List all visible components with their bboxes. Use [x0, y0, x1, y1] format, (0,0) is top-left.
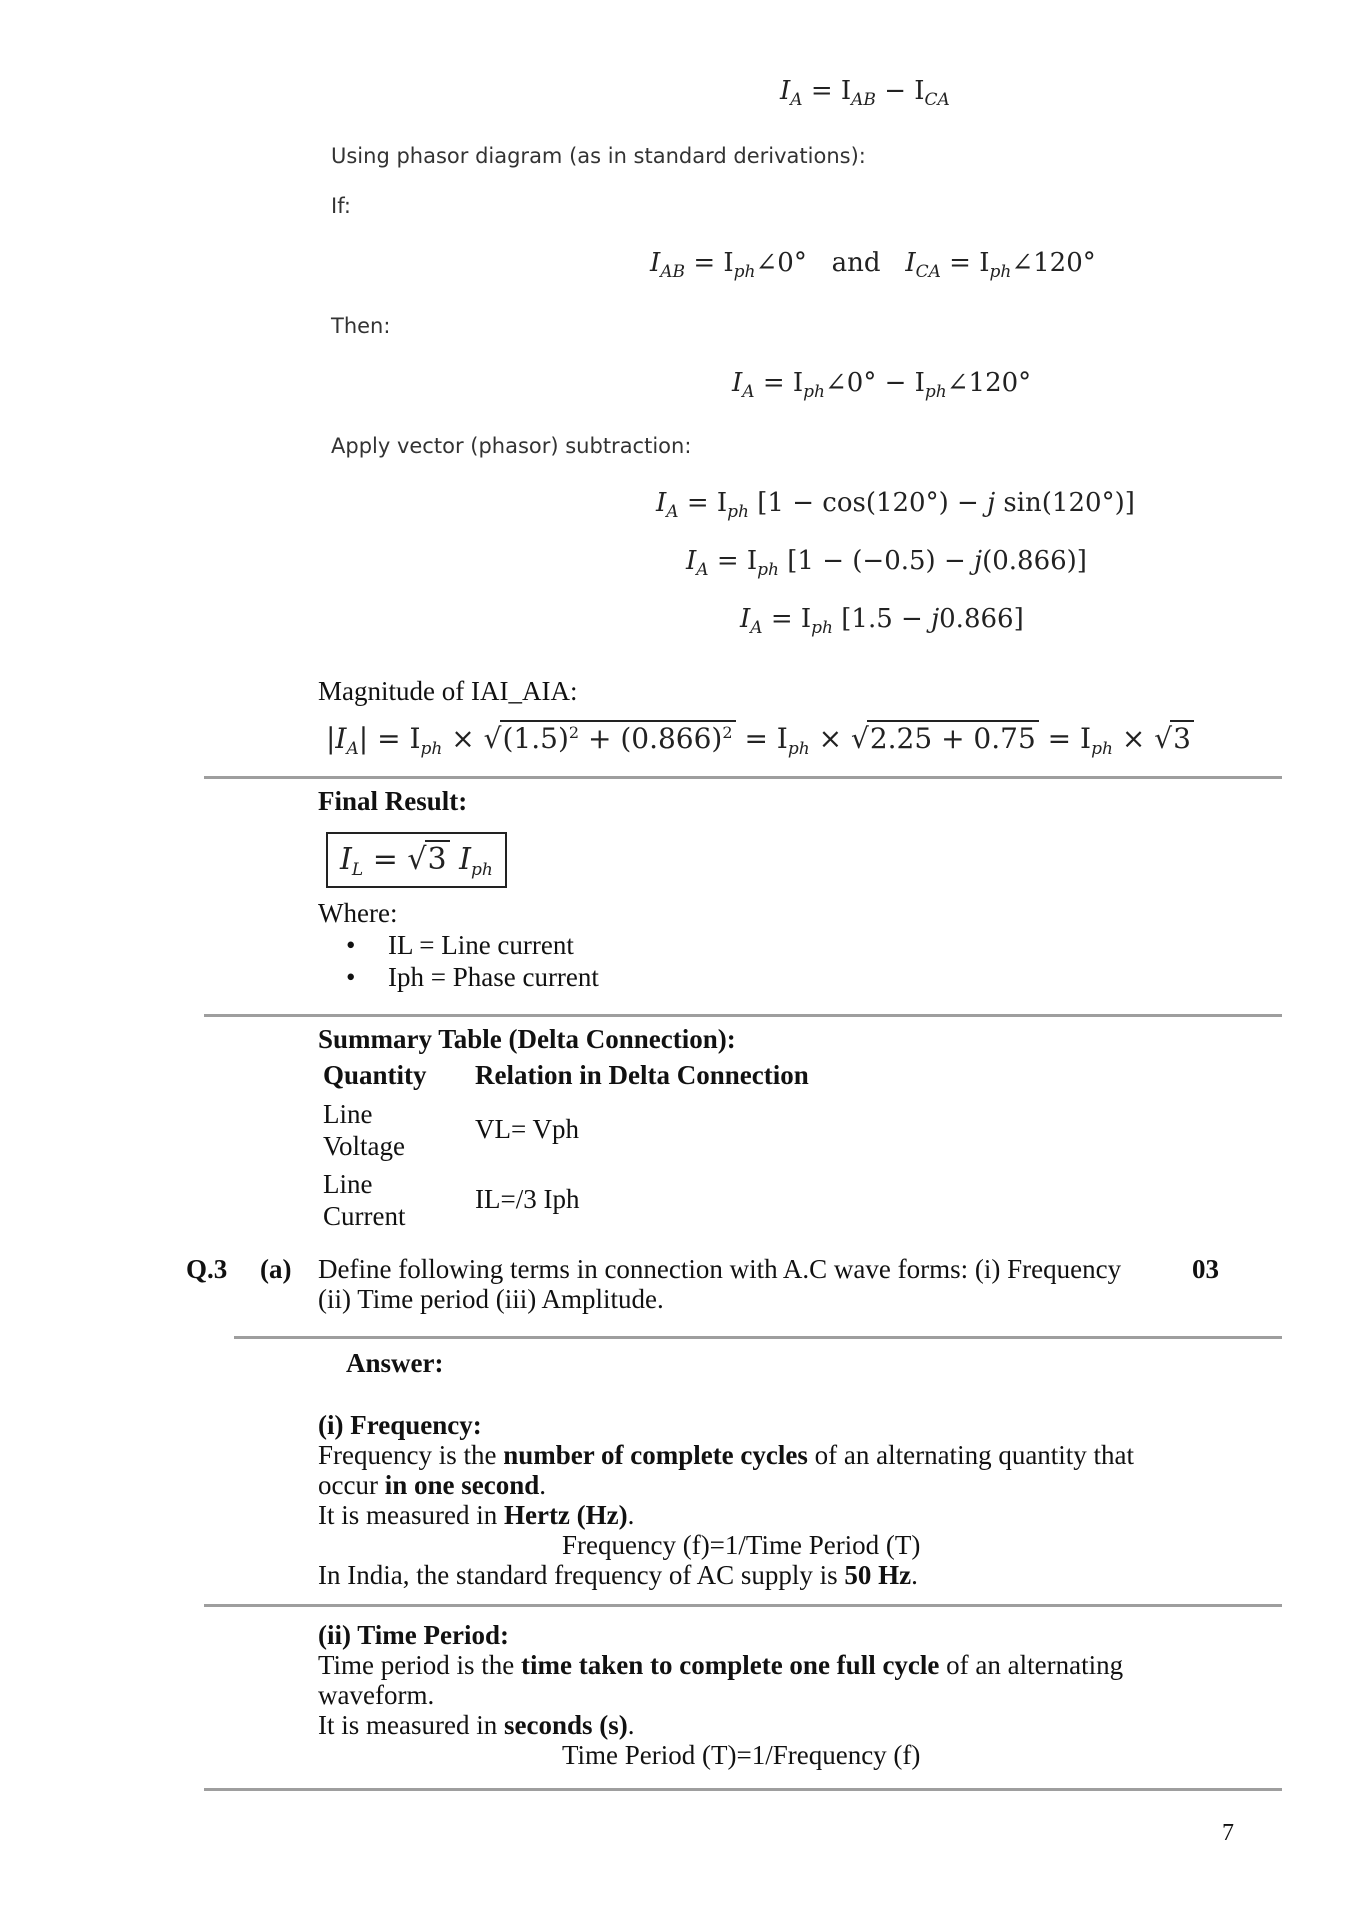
- equation-subtraction-1: $I_A = I_{ph}$ [1 − cos(120°) − j sin(120°)]: [656, 488, 1135, 522]
- definitions-list: [346, 930, 746, 994]
- frequency-formula: Frequency (f)=1/Time Period (T): [562, 1530, 921, 1560]
- bullet-icon: •: [346, 930, 356, 960]
- list-item: • IL = Line current: [346, 930, 574, 960]
- sqrt-symbol-1: $√(1.5)^2 + (0.866)^2$: [484, 720, 736, 755]
- equation-subtraction-3: $I_A = I_{ph}$ [1.5 − j0.866]: [740, 604, 1024, 638]
- time-period-definition-line-2: waveform.: [318, 1680, 435, 1710]
- question-text: Define following terms in connection with A.C wave forms: (i) Frequency (ii) Time period (iii) Amplitude.: [318, 1254, 1122, 1314]
- sqrt-symbol: √3: [407, 840, 449, 877]
- table-cell-quantity: Line Current: [323, 1169, 406, 1231]
- where-label: Where:: [318, 898, 398, 928]
- frequency-definition-line-1: Frequency is the number of complete cycles of an alternating quantity that: [318, 1440, 1135, 1470]
- if-label: If:: [331, 194, 351, 218]
- final-result-formula: $I_L = √3$ $I_{ph}$: [326, 832, 507, 888]
- magnitude-label: Magnitude of IAI_AIA:: [318, 676, 578, 706]
- frequency-india-line: In India, the standard frequency of AC supply is 50 Hz.: [318, 1560, 918, 1590]
- divider: [204, 1014, 1282, 1017]
- answer-label: Answer:: [346, 1348, 444, 1378]
- equation-ia-definition: $I_A = I_{AB} - I_{CA}$: [780, 76, 950, 110]
- question-part: (a): [260, 1254, 292, 1284]
- time-period-heading: (ii) Time Period:: [318, 1620, 509, 1650]
- page-number: 7: [1222, 1820, 1234, 1846]
- summary-table-title: Summary Table (Delta Connection):: [318, 1024, 736, 1054]
- question-marks: 03: [1192, 1254, 1219, 1284]
- time-period-unit-line: It is measured in seconds (s).: [318, 1710, 635, 1740]
- frequency-heading: (i) Frequency:: [318, 1410, 482, 1440]
- table-header-quantity: Quantity: [323, 1060, 427, 1090]
- table-cell-relation: VL= Vph: [475, 1114, 579, 1144]
- phasor-intro-text: Using phasor diagram (as in standard derivations):: [331, 144, 866, 168]
- divider: [204, 776, 1282, 779]
- equation-then: $I_A$ = $I_{ph}\angle 0^\circ$ − $I_{ph}\angle 120^\circ$: [732, 368, 1032, 402]
- final-result-heading: Final Result:: [318, 786, 468, 816]
- divider: [204, 1788, 1282, 1791]
- time-period-formula: Time Period (T)=1/Frequency (f): [562, 1740, 921, 1770]
- time-period-definition-line-1: Time period is the time taken to complete one full cycle of an alternating: [318, 1650, 1124, 1680]
- sqrt-symbol-2: √2.25 + 0.75: [851, 720, 1039, 755]
- then-label: Then:: [331, 314, 391, 338]
- question-number: Q.3: [186, 1254, 228, 1284]
- equation-subtraction-2: $I_A = I_{ph}$ [1 − (−0.5) − j(0.866)]: [686, 546, 1087, 580]
- table-cell-quantity: Line Voltage: [323, 1099, 405, 1161]
- equation-magnitude: $|I_A| = I_{ph} \times √(1.5)^2 + (0.866)^2 = I_{ph} \times √2.25 + 0.75 = I_{ph} \times √3$: [326, 720, 1194, 759]
- frequency-unit-line: It is measured in Hertz (Hz).: [318, 1500, 635, 1530]
- equation-if: $I_{AB}$ = $I_{ph}\angle 0^\circ$ and $I_{CA}$ = $I_{ph}\angle 120^\circ$: [650, 248, 1096, 282]
- frequency-definition-line-2: occur in one second.: [318, 1470, 546, 1500]
- table-cell-relation: IL=/3 Iph: [475, 1184, 580, 1214]
- divider: [234, 1336, 1282, 1339]
- divider: [204, 1604, 1282, 1607]
- list-item: • Iph = Phase current: [346, 962, 599, 992]
- table-header-relation: Relation in Delta Connection: [475, 1060, 809, 1090]
- apply-subtraction-label: Apply vector (phasor) subtraction:: [331, 434, 692, 458]
- sqrt-symbol-3: √3: [1154, 720, 1194, 755]
- bullet-icon: •: [346, 962, 356, 992]
